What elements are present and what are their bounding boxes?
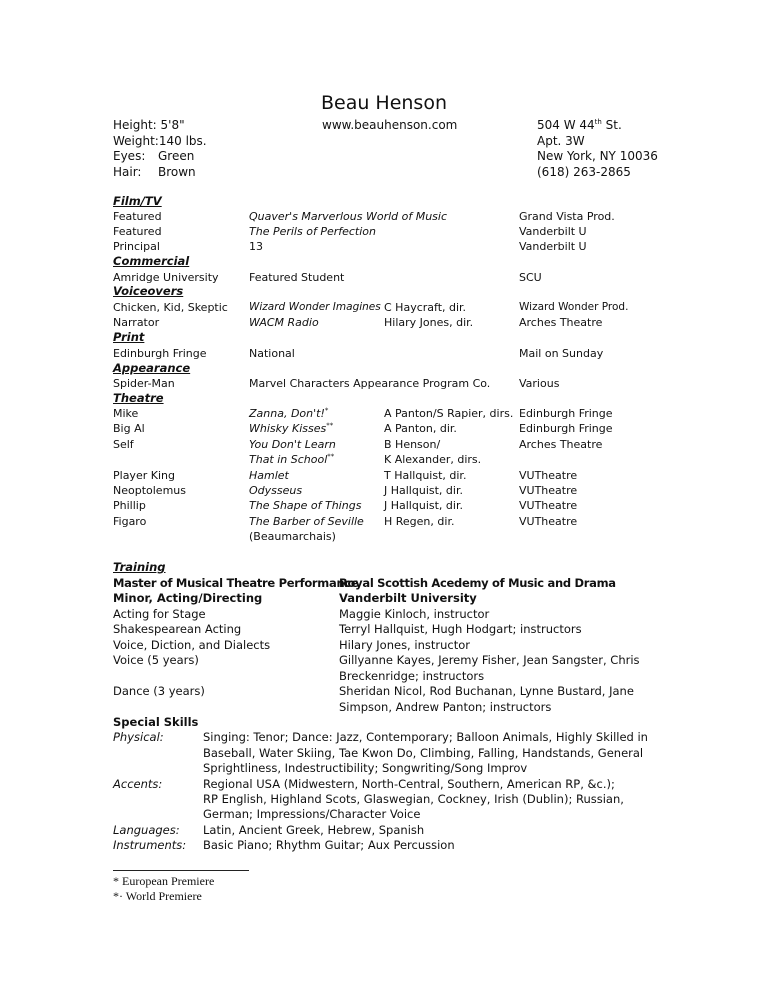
address-city: New York, NY 10036 [537, 149, 658, 163]
skill-physical-line: Baseball, Water Skiing, Tae Kwon Do, Climbing, Falling, Handstands, General [203, 746, 644, 760]
theatre-role: Mike [113, 407, 139, 420]
vo-director: Hilary Jones, dir. [384, 316, 474, 329]
vo-org: Arches Theatre [519, 316, 603, 329]
eyes-label: Eyes: [113, 149, 146, 163]
training-teachers-cont: Simpson, Andrew Panton; instructors [339, 700, 552, 714]
appearance-title: Marvel Characters Appearance Program Co. [249, 377, 491, 390]
theatre-venue: VUTheatre [519, 469, 578, 482]
training-course: Voice, Diction, and Dialects [113, 638, 271, 652]
theatre-role: Self [113, 438, 134, 451]
commercial-role: Amridge University [113, 271, 219, 284]
vo-director: C Haycraft, dir. [384, 301, 467, 314]
vo-role: Narrator [113, 316, 160, 329]
training-course: Acting for Stage [113, 607, 206, 621]
training-school: Vanderbilt University [339, 591, 477, 605]
address-apt: Apt. 3W [537, 134, 585, 148]
theatre-title: Zanna, Don't!* [249, 406, 329, 420]
skill-label-instruments: Instruments: [113, 838, 187, 852]
footnote-divider [113, 870, 249, 871]
section-appearance: Appearance [113, 361, 191, 375]
theatre-role: Player King [113, 469, 175, 482]
section-commercial: Commercial [113, 254, 190, 268]
theatre-director: A Panton/S Rapier, dirs. [384, 407, 514, 420]
skill-label-physical: Physical: [113, 730, 164, 744]
commercial-org: SCU [519, 271, 542, 284]
skill-physical-line: Singing: Tenor; Dance: Jazz, Contemporary; Balloon Animals, Highly Skilled in [203, 730, 648, 744]
theatre-role: Big Al [113, 422, 145, 435]
skill-languages: Latin, Ancient Greek, Hebrew, Spanish [203, 823, 425, 837]
section-theatre: Theatre [113, 391, 164, 405]
theatre-director: A Panton, dir. [384, 422, 457, 435]
vo-role: Chicken, Kid, Skeptic [113, 301, 228, 314]
film-title: 13 [249, 240, 263, 253]
film-org: Grand Vista Prod. [519, 210, 615, 223]
theatre-venue: Edinburgh Fringe [519, 422, 613, 435]
theatre-role: Phillip [113, 499, 146, 512]
training-degree: Minor, Acting/Directing [113, 591, 263, 605]
theatre-title: The Barber of Seville [249, 515, 364, 528]
film-title: The Perils of Perfection [249, 225, 376, 238]
theatre-director-cont: K Alexander, dirs. [384, 453, 482, 466]
section-special-skills: Special Skills [113, 715, 199, 729]
skill-physical-line: Sprightliness, Indestructibility; Songwriting/Song Improv [203, 761, 528, 775]
vo-org: Wizard Wonder Prod. [519, 301, 629, 313]
skill-accents-line: German; Impressions/Character Voice [203, 807, 421, 821]
theatre-director: J Hallquist, dir. [384, 499, 463, 512]
print-org: Mail on Sunday [519, 347, 604, 360]
training-teachers: Gillyanne Kayes, Jeremy Fisher, Jean Sangster, Chris [339, 653, 640, 667]
address-street: 504 W 44th St. [537, 118, 622, 132]
theatre-role: Figaro [113, 515, 147, 528]
print-role: Edinburgh Fringe [113, 347, 207, 360]
skill-accents-line: Regional USA (Midwestern, North-Central, Southern, American RP, &c.); [203, 777, 615, 791]
footnote-world-premiere: *· World Premiere [113, 889, 202, 903]
commercial-title: Featured Student [249, 271, 345, 284]
section-film-tv: Film/TV [113, 194, 162, 208]
theatre-venue: Arches Theatre [519, 438, 603, 451]
theatre-title-cont: (Beaumarchais) [249, 530, 336, 543]
theatre-director: T Hallquist, dir. [384, 469, 467, 482]
training-school: Royal Scottish Acedemy of Music and Drama [339, 576, 616, 590]
film-role: Featured [113, 225, 162, 238]
training-course: Voice (5 years) [113, 653, 199, 667]
weight: Weight:140 lbs. [113, 134, 207, 148]
appearance-org: Various [519, 377, 560, 390]
actor-name: Beau Henson [320, 92, 448, 114]
theatre-director: B Henson/ [384, 438, 441, 451]
theatre-venue: VUTheatre [519, 484, 578, 497]
theatre-title: Hamlet [249, 469, 289, 482]
appearance-role: Spider-Man [113, 377, 175, 390]
website-link[interactable]: www.beauhenson.com [322, 118, 458, 132]
skill-label-accents: Accents: [113, 777, 163, 791]
height: Height: 5'8" [113, 118, 185, 132]
training-degree: Master of Musical Theatre Performance [113, 576, 359, 590]
training-course: Dance (3 years) [113, 684, 205, 698]
vo-title: Wizard Wonder Imagines [249, 301, 381, 313]
theatre-venue: VUTheatre [519, 499, 578, 512]
theatre-title: You Don't Learn [249, 438, 336, 451]
hair-label: Hair: [113, 165, 142, 179]
training-course: Shakespearean Acting [113, 622, 242, 636]
skill-label-languages: Languages: [113, 823, 180, 837]
theatre-venue: VUTheatre [519, 515, 578, 528]
section-voiceovers: Voiceovers [113, 284, 184, 298]
section-training: Training [113, 560, 166, 574]
training-teachers: Hilary Jones, instructor [339, 638, 470, 652]
film-role: Featured [113, 210, 162, 223]
training-teachers: Terryl Hallquist, Hugh Hodgart; instructors [339, 622, 582, 636]
training-teachers-cont: Breckenridge; instructors [339, 669, 485, 683]
theatre-title: The Shape of Things [249, 499, 362, 512]
film-org: Vanderbilt U [519, 240, 587, 253]
theatre-title: Whisky Kisses** [249, 421, 334, 435]
phone-number: (618) 263-2865 [537, 165, 631, 179]
eyes-value: Green [158, 149, 195, 163]
hair-value: Brown [158, 165, 196, 179]
film-title: Quaver's Marverlous World of Music [249, 210, 448, 223]
theatre-director: H Regen, dir. [384, 515, 455, 528]
theatre-title: Odysseus [249, 484, 303, 497]
skill-accents-line: RP English, Highland Scots, Glaswegian, Cockney, Irish (Dublin); Russian, [203, 792, 624, 806]
section-print: Print [113, 330, 145, 344]
theatre-role: Neoptolemus [113, 484, 186, 497]
skill-instruments: Basic Piano; Rhythm Guitar; Aux Percussion [203, 838, 455, 852]
vo-title: WACM Radio [249, 316, 319, 329]
training-teachers: Maggie Kinloch, instructor [339, 607, 490, 621]
print-title: National [249, 347, 295, 360]
theatre-director: J Hallquist, dir. [384, 484, 463, 497]
training-teachers: Sheridan Nicol, Rod Buchanan, Lynne Bustard, Jane [339, 684, 634, 698]
theatre-venue: Edinburgh Fringe [519, 407, 613, 420]
film-role: Principal [113, 240, 160, 253]
theatre-title-cont: That in School** [249, 452, 335, 466]
film-org: Vanderbilt U [519, 225, 587, 238]
footnote-european-premiere: * European Premiere [113, 874, 215, 888]
